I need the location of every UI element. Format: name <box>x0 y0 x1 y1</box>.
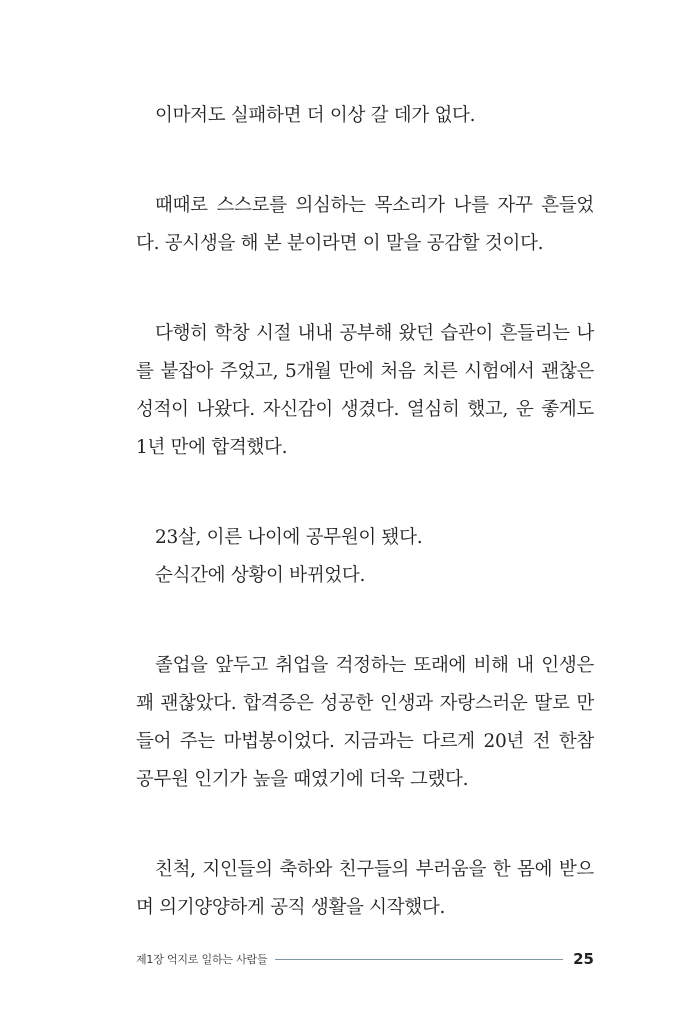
text-line: 친척, 지인들의 축하와 친구들의 부러움을 한 몸에 받으 <box>155 859 594 880</box>
chapter-title: 제1장 억지로 일하는 사람들 <box>136 953 268 966</box>
text-line: 를 붙잡아 주었고, 5개월 만에 처음 치른 시험에서 괜찮은 <box>136 361 594 382</box>
text-line: 며 의기양양하게 공직 생활을 시작했다. <box>136 897 446 918</box>
paragraph-1 <box>136 97 594 135</box>
text-line: 때때로 스스로를 의심하는 목소리가 나를 자꾸 흔들었 <box>155 195 594 216</box>
paragraph-2 <box>136 187 594 263</box>
paragraph-3 <box>136 315 594 467</box>
page-number: 25 <box>573 950 594 968</box>
text-line: 1년 만에 합격했다. <box>136 437 288 458</box>
page-footer <box>136 945 594 973</box>
paragraph-5 <box>136 647 594 799</box>
text-line: 다행히 학창 시절 내내 공부해 왔던 습관이 흔들리는 나 <box>155 323 594 344</box>
text-line: 졸업을 앞두고 취업을 걱정하는 또래에 비해 내 인생은 <box>155 655 594 676</box>
text-line: 공무원 인기가 높을 때였기에 더욱 그랬다. <box>136 769 469 790</box>
body-text <box>136 97 594 979</box>
text-line: 순식간에 상황이 바뀌었다. <box>155 565 366 586</box>
paragraph-4 <box>136 519 594 595</box>
text-line: 이마저도 실패하면 더 이상 갈 데가 없다. <box>155 105 476 126</box>
text-line: 꽤 괜찮았다. 합격증은 성공한 인생과 자랑스러운 딸로 만 <box>136 693 594 714</box>
text-line: 23살, 이른 나이에 공무원이 됐다. <box>155 527 423 548</box>
paragraph-6 <box>136 851 594 927</box>
text-line: 들어 주는 마법봉이었다. 지금과는 다르게 20년 전 한참 <box>136 731 594 752</box>
text-line: 성적이 나왔다. 자신감이 생겼다. 열심히 했고, 운 좋게도 <box>136 399 594 420</box>
footer-rule <box>275 959 563 960</box>
text-line: 다. 공시생을 해 본 분이라면 이 말을 공감할 것이다. <box>136 233 544 254</box>
